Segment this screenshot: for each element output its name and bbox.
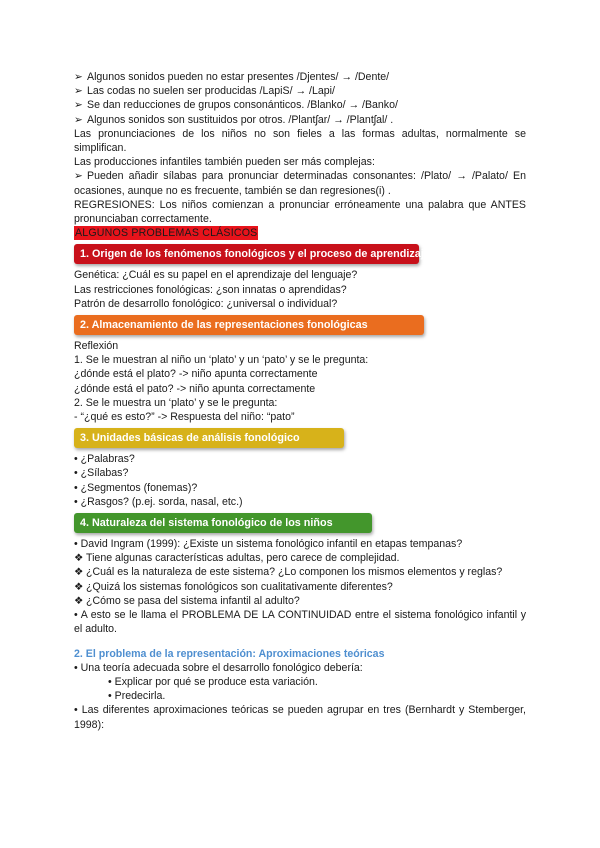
block3-line: • ¿Rasgos? (p.ej. sorda, nasal, etc.) — [74, 495, 243, 508]
bullet-line-2: ➢ Las codas no suelen ser producidas /LapiS/ → /Lapi/ — [74, 85, 335, 98]
diamond-bullet-icon: ❖ — [74, 594, 84, 607]
arrow-bullet-icon: ➢ — [74, 170, 83, 183]
diamond-bullet-icon: ❖ — [74, 566, 84, 579]
block5-sub-line: • Predecirla. — [108, 690, 166, 703]
block5-line: • Una teoría adecuada sobre el desarrollo fonológico debería: — [74, 661, 363, 674]
block1-line: Las restricciones fonológicas: ¿son innatas o aprendidas? — [74, 283, 347, 296]
bullet-line-3: ➢ Se dan reducciones de grupos consonánticos. /Blanko/ → /Banko/ — [74, 99, 398, 112]
block3-line: • ¿Segmentos (fonemas)? — [74, 481, 198, 494]
block4-diamond-line: ❖ Tiene algunas características adultas, pero carece de complejidad. — [74, 552, 400, 565]
block4-diamond-line: ❖ ¿Cuál es la naturaleza de este sistema? ¿Lo componen los mismos elementos y reglas? — [74, 566, 503, 579]
block2-line: 2. Se le muestra un ‘plato’ y se le pregunta: — [74, 396, 278, 409]
banner-naturaleza: 4. Naturaleza del sistema fonológico de los niños — [74, 513, 372, 533]
banner-origen: 1. Origen de los fenómenos fonológicos y el proceso de aprendizaje — [74, 244, 419, 264]
paragraph-complejas: Las producciones infantiles también pueden ser más complejas: — [74, 156, 375, 169]
block3-line: • ¿Sílabas? — [74, 467, 129, 480]
block3-line: • ¿Palabras? — [74, 453, 135, 466]
block2-line: Reflexión — [74, 340, 119, 353]
arrow-bullet-icon: ➢ — [74, 85, 83, 98]
diamond-bullet-icon: ❖ — [74, 552, 84, 565]
highlight-problemas-clasicos: ALGUNOS PROBLEMAS CLÁSICOS — [75, 227, 258, 240]
highlight-line — [74, 226, 526, 240]
block5-sub-line: • Explicar por qué se produce esta variación. — [108, 675, 318, 688]
block2-line: 1. Se le muestran al niño un ‘plato’ y un ‘pato’ y se le pregunta: — [74, 354, 369, 367]
arrow-bullet-icon: ➢ — [74, 71, 83, 83]
bullet-line-1: ➢ Algunos sonidos pueden no estar presentes /Djentes/ → /Dente/ — [74, 71, 390, 83]
block4-line: • David Ingram (1999): ¿Existe un sistema fonológico infantil en etapas tempanas? — [74, 538, 463, 551]
block4-diamond-line: ❖ ¿Cómo se pasa del sistema infantil al adulto? — [74, 594, 300, 607]
block2-line: ¿dónde está el plato? -> niño apunta correctamente — [74, 368, 318, 381]
paragraph-simplifican: Las pronunciaciones de los niños no son fieles a las formas adultas, normalmente se simplifican. — [74, 127, 526, 155]
section-title-representacion: 2. El problema de la representación: Aproximaciones teóricas — [74, 647, 385, 660]
block4-diamond-line: ❖ ¿Quizá los sistemas fonológicos son cualitativamente diferentes? — [74, 580, 393, 593]
bullet-line-4: ➢ Algunos sonidos son sustituidos por otros. /Plantʃar/ → /Plantʃal/ . — [74, 113, 394, 126]
paragraph-silabas: ➢ Pueden añadir sílabas para pronunciar determinadas consonantes: /Plato/ → /Palato/ En ocasiones, aunque no es frecuente, también se dan regresiones(i) . — [74, 170, 526, 197]
paragraph-regresiones: REGRESIONES: Los niños comienzan a pronunciar erróneamente una palabra que ANTES pronunciaban correctamente. — [74, 198, 526, 226]
block1-line: Genética: ¿Cuál es su papel en el aprendizaje del lenguaje? — [74, 269, 358, 282]
block1-line: Patrón de desarrollo fonológico: ¿universal o individual? — [74, 297, 338, 310]
diamond-bullet-icon: ❖ — [74, 580, 84, 593]
banner-almacenamiento: 2. Almacenamiento de las representaciones fonológicas — [74, 315, 424, 335]
block5-aproximaciones: • Las diferentes aproximaciones teóricas se pueden agrupar en tres (Bernhardt y Stemberger, 1998): — [74, 704, 526, 731]
block2-line: ¿dónde está el pato? -> niño apunta correctamente — [74, 382, 316, 395]
document-page — [74, 70, 526, 732]
arrow-bullet-icon: ➢ — [74, 99, 83, 112]
block2-line: - “¿qué es esto?” -> Respuesta del niño: “pato” — [74, 411, 295, 424]
banner-unidades: 3. Unidades básicas de análisis fonológico — [74, 428, 344, 448]
arrow-bullet-icon: ➢ — [74, 113, 83, 126]
block4-continuidad: • A esto se le llama el PROBLEMA DE LA CONTINUIDAD entre el sistema fonológico infantil y el adulto. — [74, 609, 526, 636]
